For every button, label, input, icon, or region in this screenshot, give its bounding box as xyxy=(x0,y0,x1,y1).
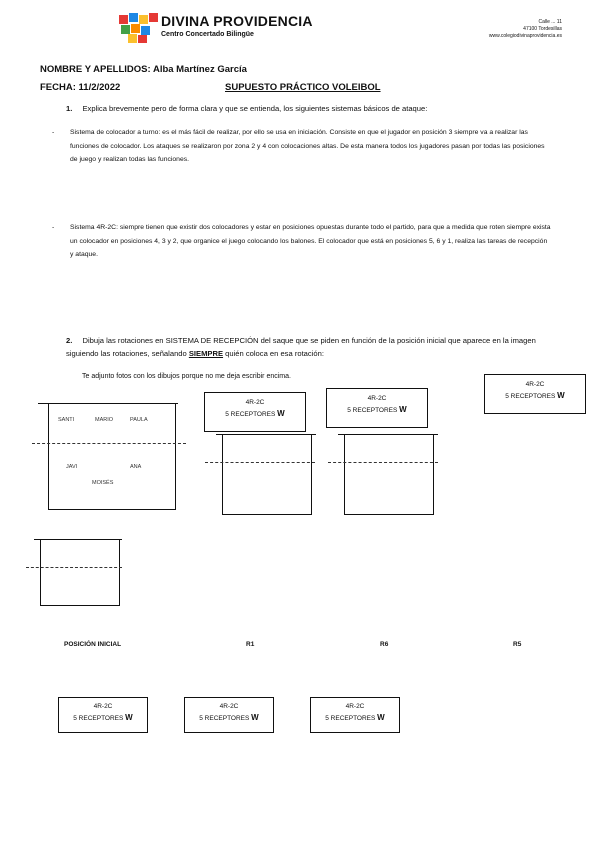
address-line: www.colegiodivinaprovidencia.es xyxy=(488,33,562,39)
player-label: PAULA xyxy=(130,417,148,423)
player-label: MARIO xyxy=(95,417,114,423)
question-text: Dibuja las rotaciones en SISTEMA DE RECEPCIÓN del saque que se piden en función de la posición inicial que aparece en la imagen siguiendo las rotaciones, señalando xyxy=(66,336,536,358)
answer-paragraph: Sistema de colocador a turno: es el más fácil de realizar, por ello se usa en iniciación. Consiste en que el jugador en posición 3 siempre va a realizar las funciones de colocador. Los ataques se realizaron por zona 2 y 4 con colocaciones altas. De esta manera todos los jugadores pasan por todas las posiciones de juego y realizan todas las funciones. xyxy=(70,129,545,163)
bullet: - xyxy=(52,224,55,231)
setter-mark: W xyxy=(125,713,133,722)
rotation-box xyxy=(310,697,400,733)
receivers-label: 5 RECEPTORES xyxy=(325,715,376,722)
label-r5: R5 xyxy=(513,641,522,648)
answer-paragraph: Sistema 4R-2C: siempre tienen que existir dos colocadores y estar en posiciones opuestas durante todo el partido, para que a medida que roten siempre exista un colocador en posiciones 4, 3 y 2, que organice el juego colocando los balones. El colocador que está en posiciones 5, 6 y 1, realiza las tareas de recepción y ataque. xyxy=(70,224,551,258)
school-logo xyxy=(116,12,160,44)
bullet: - xyxy=(52,129,55,136)
rotation-box xyxy=(484,374,586,414)
school-address xyxy=(489,19,562,40)
player-label: ANA xyxy=(130,464,142,470)
system-label: 4R-2C xyxy=(219,703,239,710)
label-r6: R6 xyxy=(380,641,389,648)
question-number: 2. xyxy=(66,336,73,345)
address-line: Calle ... 11 xyxy=(538,19,562,25)
address-line: 47100 Tordesillas xyxy=(523,26,562,32)
receivers-label: 5 RECEPTORES xyxy=(225,411,276,418)
court-r5 xyxy=(40,539,120,606)
player-label: SANTI xyxy=(58,417,75,423)
setter-mark: W xyxy=(251,713,259,722)
system-label: 4R-2C xyxy=(245,399,265,406)
label-initial-position: POSICIÓN INICIAL xyxy=(64,641,122,648)
date: FECHA: 11/2/2022 xyxy=(40,82,121,93)
setter-mark: W xyxy=(399,405,407,414)
question-text: Explica brevemente pero de forma clara y que se entienda, los siguientes sistemas básicos de ataque: xyxy=(82,104,428,113)
note: Te adjunto fotos con los dibujos porque no me deja escribir encima. xyxy=(82,373,291,380)
system-label: 4R-2C xyxy=(367,395,387,402)
question-1 xyxy=(66,102,566,115)
court-r1 xyxy=(222,434,312,515)
rotation-box xyxy=(58,697,148,733)
player-label: JAVI xyxy=(66,464,78,470)
document-title: SUPUESTO PRÁCTICO VOLEIBOL xyxy=(225,82,381,93)
student-name: NOMBRE Y APELLIDOS: Alba Martínez García xyxy=(40,64,247,75)
receivers-label: 5 RECEPTORES xyxy=(73,715,124,722)
net-line xyxy=(26,567,122,568)
school-name: DIVINA PROVIDENCIA xyxy=(161,13,313,29)
system-label: 4R-2C xyxy=(93,703,113,710)
system-label: 4R-2C xyxy=(525,381,545,388)
net-line xyxy=(32,443,186,444)
setter-mark: W xyxy=(557,391,565,400)
net-line xyxy=(328,462,438,463)
receivers-label: 5 RECEPTORES xyxy=(347,407,398,414)
question-2 xyxy=(66,334,556,360)
rotation-box xyxy=(204,392,306,432)
receivers-label: 5 RECEPTORES xyxy=(505,393,556,400)
system-label: 4R-2C xyxy=(345,703,365,710)
receivers-label: 5 RECEPTORES xyxy=(199,715,250,722)
emphasis-text: SIEMPRE xyxy=(188,349,224,358)
player-label: MOISÉS xyxy=(92,480,114,486)
question-text: quién coloca en esa rotación: xyxy=(223,349,324,358)
rotation-box xyxy=(326,388,428,428)
label-r1: R1 xyxy=(246,641,255,648)
setter-mark: W xyxy=(377,713,385,722)
question-number: 1. xyxy=(66,104,73,113)
school-subtitle: Centro Concertado Bilingüe xyxy=(161,31,254,38)
net-line xyxy=(205,462,315,463)
court-r6 xyxy=(344,434,434,515)
setter-mark: W xyxy=(277,409,285,418)
rotation-box xyxy=(184,697,274,733)
